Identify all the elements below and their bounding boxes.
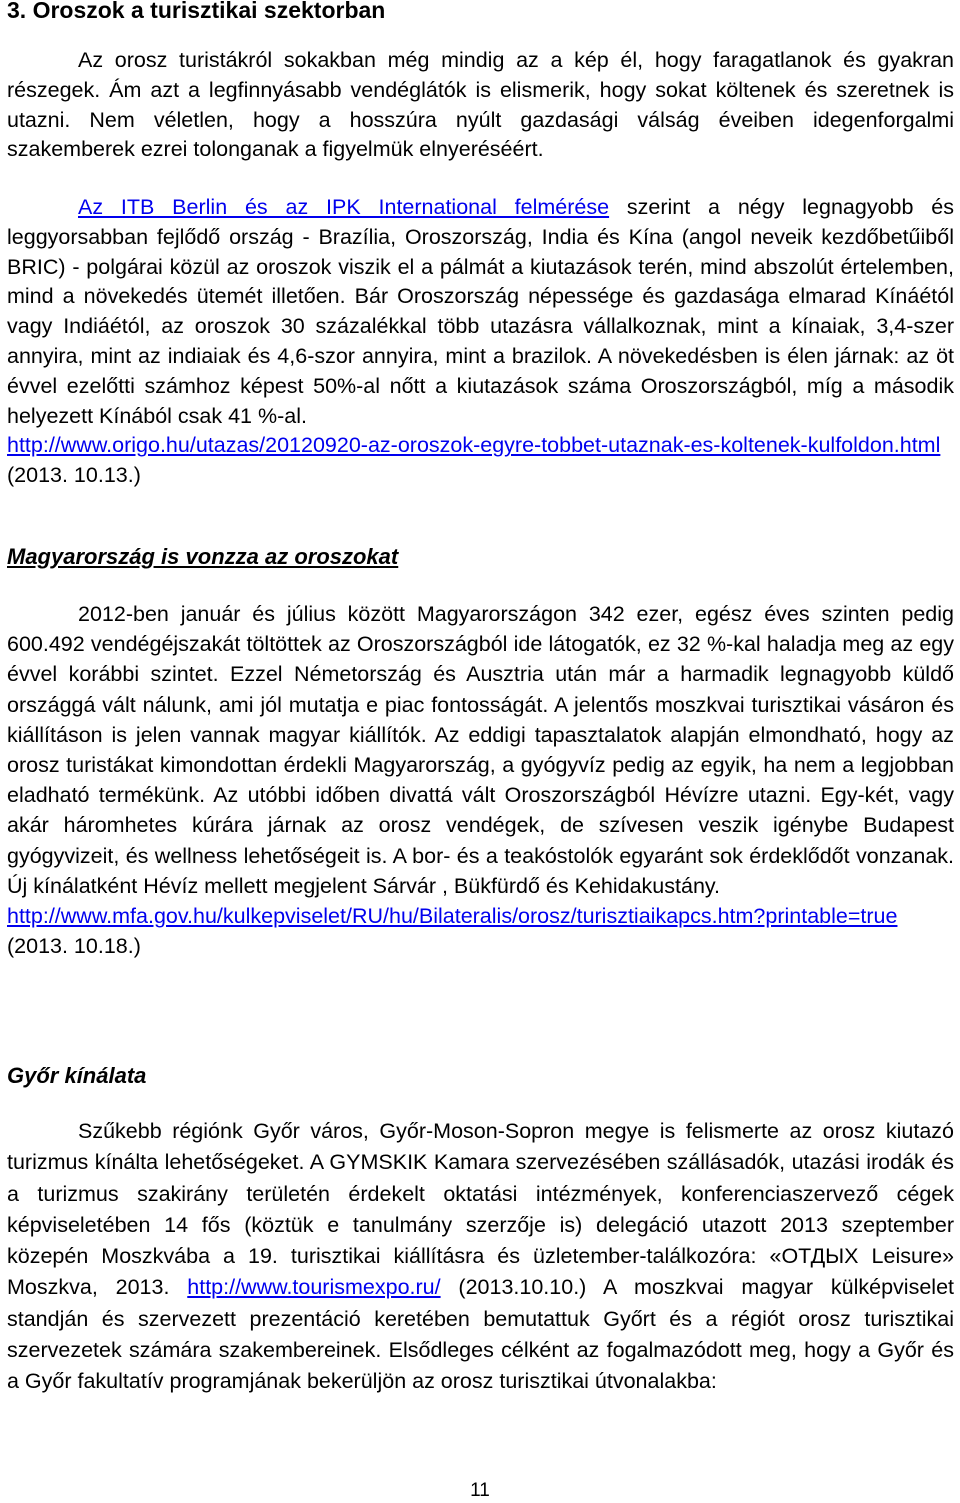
origo-source-link[interactable]: http://www.origo.hu/utazas/20120920-az-oroszok-egyre-tobbet-utaznak-es-koltenek-kulfoldon.html — [7, 433, 941, 458]
page-number: 11 — [470, 1480, 490, 1501]
paragraph-hungary — [7, 599, 954, 961]
bric-text: szerint a négy legnagyobb és leggyorsabban fejlődő ország - Brazília, Oroszország, India és Kína (angol neveik kezdőbetűiből BRIC) - polgárai közül az oroszok viszik el a pálmát a kiutazások terén, mind abszolút értelemben, mind a növekedés ütemét illetően. Bár Oroszország népessége és gazdasága elmarad Kínáétól vagy Indiáétól, az oroszok 30 százalékkal több utazásra vállalkoznak, mint a kínaiak, 3,4-szer annyira, mint az indiaiak és 4,6-szor annyira, mint a brazilok. A növekedésben is élen járnak: az öt évvel ezelőtti számhoz képest 50%-al nőtt a kiutazások száma Oroszországból, míg a második helyezett Kínából csak 41 %-al. — [7, 195, 954, 428]
intro-text: Az orosz turistákról sokakban még mindig az a kép él, hogy faragatlanok és gyakran részegek. Ám azt a legfinnyásabb vendéglátók is elismerik, hogy sokat költenek és szeretnek is utazni. Nem véletlen, hogy a hosszúra nyúlt gazdasági válság éveiben idegenforgalmi szakemberek ezrei tolonganak a figyelmük elnyeréséért. — [7, 48, 954, 162]
section-heading-main: 3. Oroszok a turisztikai szektorban — [7, 0, 386, 23]
origo-source-date: (2013. 10.13.) — [7, 463, 141, 488]
itb-survey-link[interactable]: Az ITB Berlin és az IPK International felmérése — [78, 195, 610, 219]
paragraph-intro — [7, 46, 954, 165]
mfa-source-link[interactable]: http://www.mfa.gov.hu/kulkepviselet/RU/hu/Bilateralis/orosz/turisztiaikapcs.htm?printable=true — [7, 904, 898, 929]
gyor-text-b: (2013.10.10.) A moszkvai magyar külképviselet standján és szervezett prezentáció keretében bemutattuk Győrt és a régiót orosz turisztikai szervezetek számára szakembereinek. Elsődleges célként az fogalmazódott meg, hogy a Győr és a Győr fakultatív programjának bekerüljön az orosz turisztikai útvonalakba: — [7, 1275, 954, 1394]
mfa-source-date: (2013. 10.18.) — [7, 934, 141, 959]
section-heading-gyor: Győr kínálata — [7, 1063, 147, 1088]
tourismexpo-link[interactable]: http://www.tourismexpo.ru/ — [187, 1275, 441, 1300]
section-heading-hungary: Magyarország is vonzza az oroszokat — [7, 544, 399, 569]
paragraph-bric — [7, 193, 954, 491]
gyor-text-a: Szűkebb régiónk Győr város, Győr-Moson-Sopron megye is felismerte az orosz kiutazó turizmus kínálta lehetőségeket. A GYMSKIK Kamara szervezésében szállásadók, utazási irodák és a turizmus szakirány területén érdekelt oktatási intézmények, konferenciaszervező cégek képviseletében 14 fős (köztük e tanulmány szerzője is) delegáció utazott 2013 szeptember közepén Moszkvába a 19. turisztikai kiállításra és üzletember-találkozóra: «ОТДЫХ Leisure» Moszkva, 2013. — [7, 1119, 954, 1300]
paragraph-gyor — [7, 1116, 954, 1398]
hungary-text: 2012-ben január és július között Magyarországon 342 ezer, egész éves szinten pedig 600.492 vendégéjszakát töltöttek az Oroszországból ide látogatók, ez 32 %-kal haladja meg az egy évvel korábbi szintet. Ezzel Németország és Ausztria után már a harmadik legnagyobb küldő országgá vált nálunk, ami jól mutatja e piac fontosságát. A jelentős moszkvai turisztikai vásáron és kiállításon is jelen vannak magyar kiállítók. Az eddigi tapasztalatok alapján elmondható, hogy az orosz turistákat kimondottan érdekli Magyarország, a gyógyvíz pedig az egyik, ha nem a legjobban eladható termékünk. Az utóbbi időben divattá vált Oroszországból Hévízre utazni. Egy-két, vagy akár háromhetes kúrára járnak az orosz vendégek, de szívesen veszik igénybe Budapest gyógyvizeit, és wellness lehetőségeit is. A bor- és a teakóstolók egyaránt sok érdeklődőt vonzanak. Új kínálatként Hévíz mellett megjelent Sárvár , Bükfürdő és Kehidakustány. — [7, 602, 954, 898]
